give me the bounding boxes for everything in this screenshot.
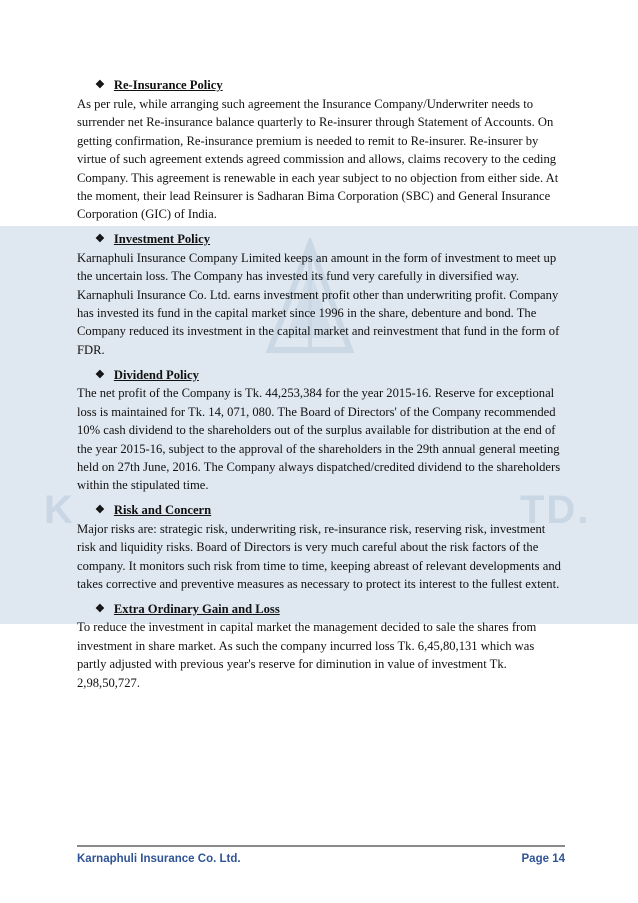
watermark-text-right: TD.: [520, 488, 591, 532]
diamond-bullet-icon: ❖: [95, 368, 105, 381]
heading-title: Risk and Concern: [113, 503, 212, 518]
section-heading: [95, 230, 565, 249]
heading-title: Extra Ordinary Gain and Loss: [113, 601, 280, 616]
diamond-bullet-icon: ❖: [95, 504, 105, 517]
section-heading: [95, 599, 565, 618]
section-paragraph: To reduce the investment in capital market the management decided to sale the shares from investment in share market. As such the company incurred loss Tk. 6,45,80,131 which was partly adjusted with previous year's reserve for diminution in value of investment Tk. 2,98,50,727.: [77, 620, 537, 690]
heading-title: Dividend Policy: [113, 367, 199, 382]
footer-divider: [77, 845, 565, 847]
section-paragraph: Karnaphuli Insurance Company Limited keeps an amount in the form of investment to meet up the uncertain loss. The Company has invested its fund very carefully in diversified way. Karnaphuli Insurance Co. Ltd. earns investment profit other than underwriting profit. Company has invested its fund in the capital market since 1996 in the share, debenture and bond. The Company reduced its investment in the capital market and reinvestment that fund in the form of FDR.: [77, 250, 560, 357]
section-extra-ordinary-gain-loss: [77, 599, 565, 692]
diamond-bullet-icon: ❖: [95, 233, 105, 246]
watermark-text-left: K: [44, 488, 73, 532]
section-paragraph: The net profit of the Company is Tk. 44,253,384 for the year 2015-16. Reserve for exceptional loss is maintained for Tk. 14, 071, 080. The Board of Directors' of the Company recommended 10% cash dividend to the shareholders out of the surplus available for distribution at the end of the year 2015-16, subject to the approval of the shareholders in the 29th annual general meeting held on 27th June, 2016. The Company always dispatched/credited dividend to the shareholders within the stipulated time.: [77, 386, 561, 493]
heading-title: Re-Insurance Policy: [113, 78, 223, 93]
section-reinsurance-policy: [77, 76, 565, 224]
section-dividend-policy: [77, 365, 565, 494]
section-heading: [95, 76, 565, 95]
section-paragraph: Major risks are: strategic risk, underwriting risk, re-insurance risk, reserving risk, investment risk and liquidity risks. Board of Directors is very much careful about the risk factors of the company. It monitors such risk from time to time, keeping abreast of relevant developments and takes corrective and preventive measures as necessary to protect its interest to the fullest extent.: [77, 521, 561, 591]
diamond-bullet-icon: ❖: [95, 79, 105, 92]
section-heading: [95, 501, 565, 520]
footer-company-name: Karnaphuli Insurance Co. Ltd.: [77, 853, 241, 865]
diamond-bullet-icon: ❖: [95, 602, 105, 615]
document-body: [77, 76, 565, 698]
section-paragraph: As per rule, while arranging such agreement the Insurance Company/Underwriter needs to surrender net Re-insurance balance quarterly to Re-insurer through Statement of Accounts. On getting confirmation, Re-insurance premium is needed to remit to Re-insurer. Re-insurer by virtue of such agreement extends agreed commission and allows, claims recovery to the ceding Company. This agreement is renewable in each year subject to no objection from either side. At the moment, their lead Reinsurer is Sadharan Bima Corporation (SBC) and General Insurance Corporation (GIC) of India.: [77, 97, 559, 222]
section-risk-and-concern: [77, 501, 565, 594]
section-heading: [95, 365, 565, 384]
heading-title: Investment Policy: [113, 232, 211, 247]
page-footer: [77, 853, 565, 865]
footer-page-number: Page 14: [521, 853, 565, 865]
section-investment-policy: [77, 230, 565, 359]
